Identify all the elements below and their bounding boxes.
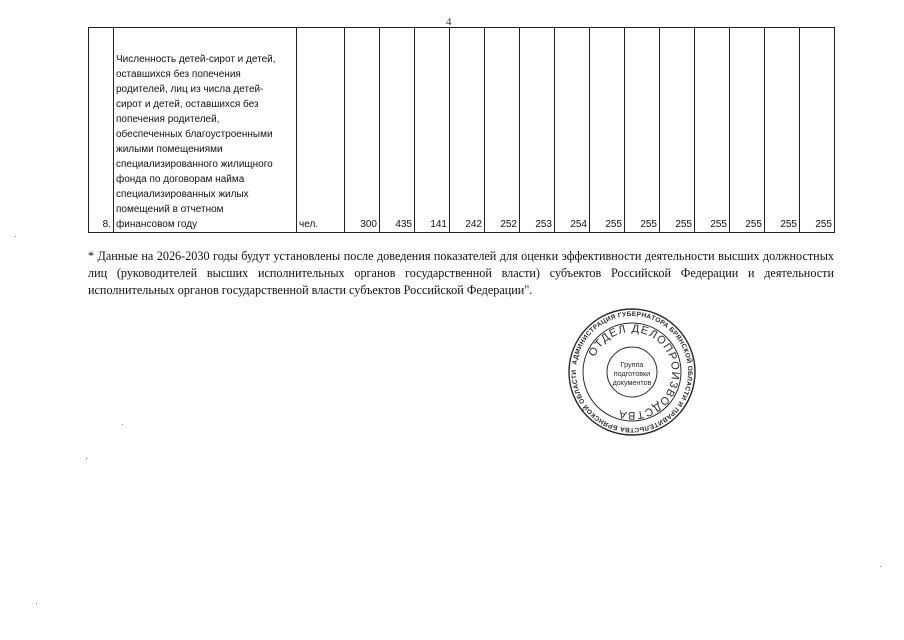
stamp-outer-text: АДМИНИСТРАЦИЯ ГУБЕРНАТОРА БРЯНСКОЙ ОБЛАСТИ И ПРАВИТЕЛЬСТВА БРЯНСКОЙ ОБЛАСТИ	[570, 310, 694, 434]
stamp-center-line: документов	[612, 378, 652, 387]
page-number: 4	[446, 16, 452, 28]
official-stamp	[566, 306, 698, 438]
value-cell: 255	[625, 28, 660, 233]
indicator-name: Численность детей-сирот и детей, оставшихся без попечения родителей, лиц из числа детей- сирот и детей, оставшихся без попечения родителей, обеспеченных благоустроенными жилыми помещениями специализированного жилищного фонда по договорам найма специализированных жилых помещений в отчетном финансовом году	[114, 28, 297, 233]
footnote: * Данные на 2026-2030 годы будут установлены после доведения показателей для оценки эффективности деятельности высших должностных лиц (руководителей высших исполнительных органов государственной власти) субъектов Российской Федерации и деятельности исполнительных органов государственной власти субъектов Российской Федерации".	[88, 249, 834, 297]
stamp-center-line: Группа	[620, 360, 644, 369]
value-cell: 255	[695, 28, 730, 233]
value-cell: 254	[555, 28, 590, 233]
unit-cell: чел.	[297, 28, 345, 233]
value-cell: 242	[450, 28, 485, 233]
value-cell: 252	[485, 28, 520, 233]
value-cell: 255	[590, 28, 625, 233]
value-cell: 255	[660, 28, 695, 233]
value-cell: 255	[800, 28, 835, 233]
value-cell: 435	[380, 28, 415, 233]
indicator-table	[88, 27, 835, 233]
value-cell: 300	[345, 28, 380, 233]
row-number: 8.	[89, 28, 114, 233]
value-cell: 255	[765, 28, 800, 233]
stamp-department-text: ОТДЕЛ ДЕЛОПРОИЗВОДСТВА	[586, 322, 682, 422]
table-row	[89, 28, 835, 233]
stamp-center-line: подготовки	[613, 369, 651, 378]
value-cell: 141	[415, 28, 450, 233]
value-cell: 253	[520, 28, 555, 233]
value-cell: 255	[730, 28, 765, 233]
